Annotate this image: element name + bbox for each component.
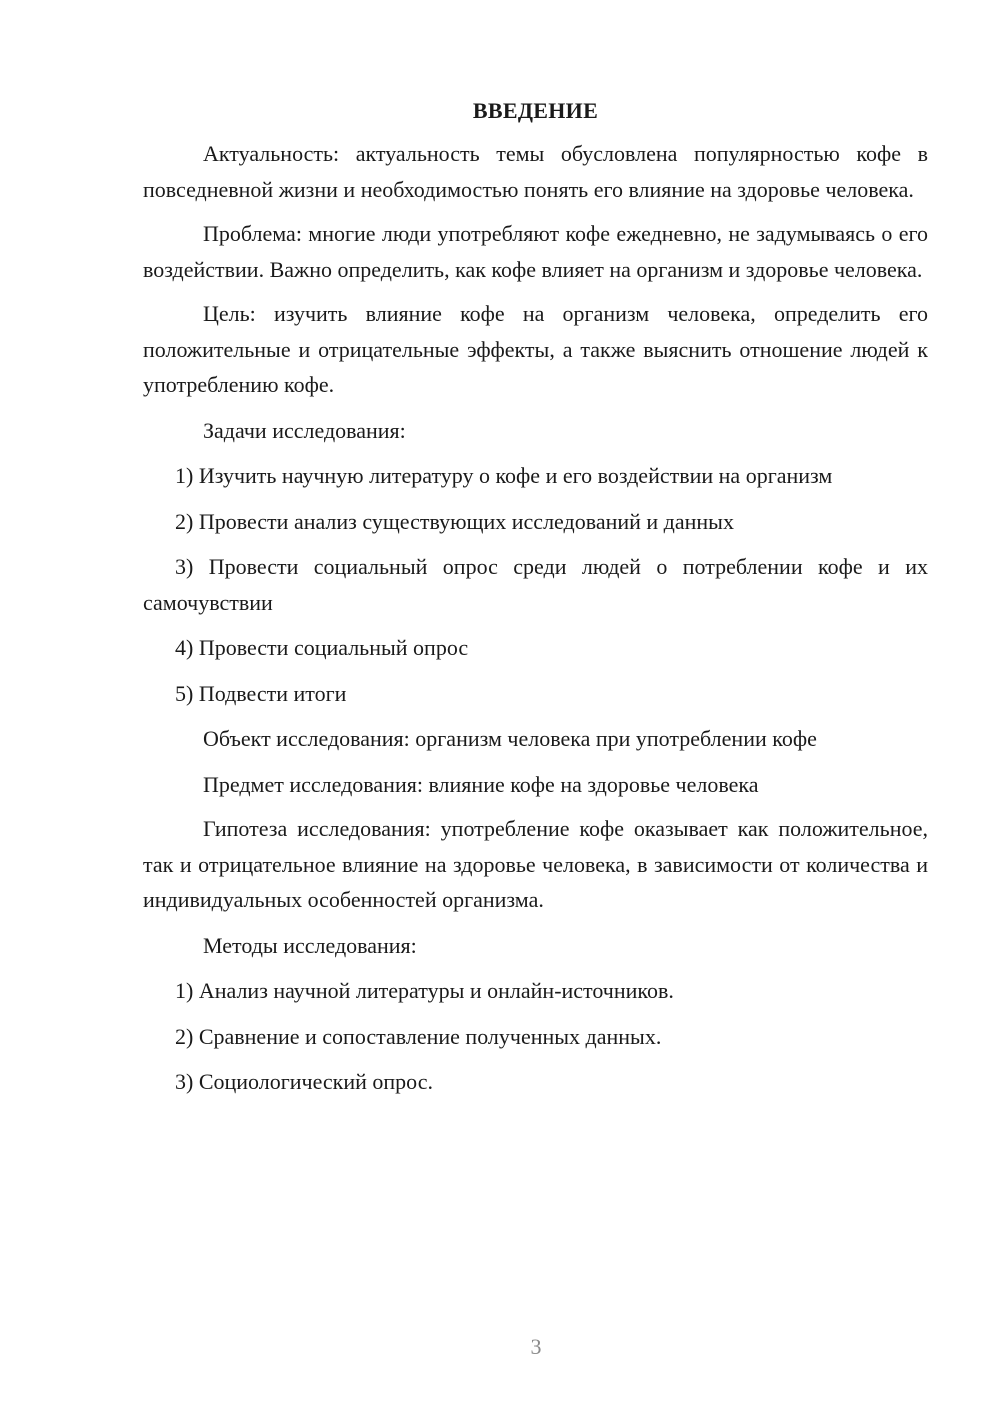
task-item-5: 5) Подвести итоги xyxy=(175,680,347,706)
method-item-2: 2) Сравнение и сопоставление полученных данных. xyxy=(175,1023,662,1049)
section-title: ВВЕДЕНИЕ xyxy=(472,98,599,123)
task-item-2: 2) Провести анализ существующих исследований и данных xyxy=(175,508,734,534)
relevance-paragraph: Актуальность: актуальность темы обусловлена популярностью кофе в повседневной жизни и необходимостью понять его влияние на здоровье человека. xyxy=(143,141,928,202)
subject-paragraph: Предмет исследования: влияние кофе на здоровье человека xyxy=(203,771,759,797)
hypothesis-paragraph: Гипотеза исследования: употребление кофе оказывает как положительное, так и отрицательное влияние на здоровье человека, в зависимости от количества и индивидуальных особенностей организма. xyxy=(143,816,928,912)
goal-paragraph: Цель: изучить влияние кофе на организм человека, определить его положительные и отрицательные эффекты, а также выяснить отношение людей к употреблению кофе. xyxy=(143,301,928,397)
object-paragraph: Объект исследования: организм человека при употреблении кофе xyxy=(203,726,817,751)
tasks-heading: Задачи исследования: xyxy=(203,417,406,443)
page-number: 3 xyxy=(530,1334,542,1359)
methods-heading: Методы исследования: xyxy=(203,932,417,958)
task-item-3: 3) Провести социальный опрос среди людей о потреблении кофе и их самочувствии xyxy=(143,554,928,615)
page-content xyxy=(143,94,928,1100)
task-item-4: 4) Провести социальный опрос xyxy=(175,635,469,660)
method-item-1: 1) Анализ научной литературы и онлайн-источников. xyxy=(175,978,674,1003)
task-item-1: 1) Изучить научную литературу о кофе и его воздействии на организм xyxy=(175,463,833,488)
problem-paragraph: Проблема: многие люди употребляют кофе ежедневно, не задумываясь о его воздействии. Важно определить, как кофе влияет на организм и здоровье человека. xyxy=(143,221,928,282)
method-item-3: 3) Социологический опрос. xyxy=(175,1069,433,1094)
